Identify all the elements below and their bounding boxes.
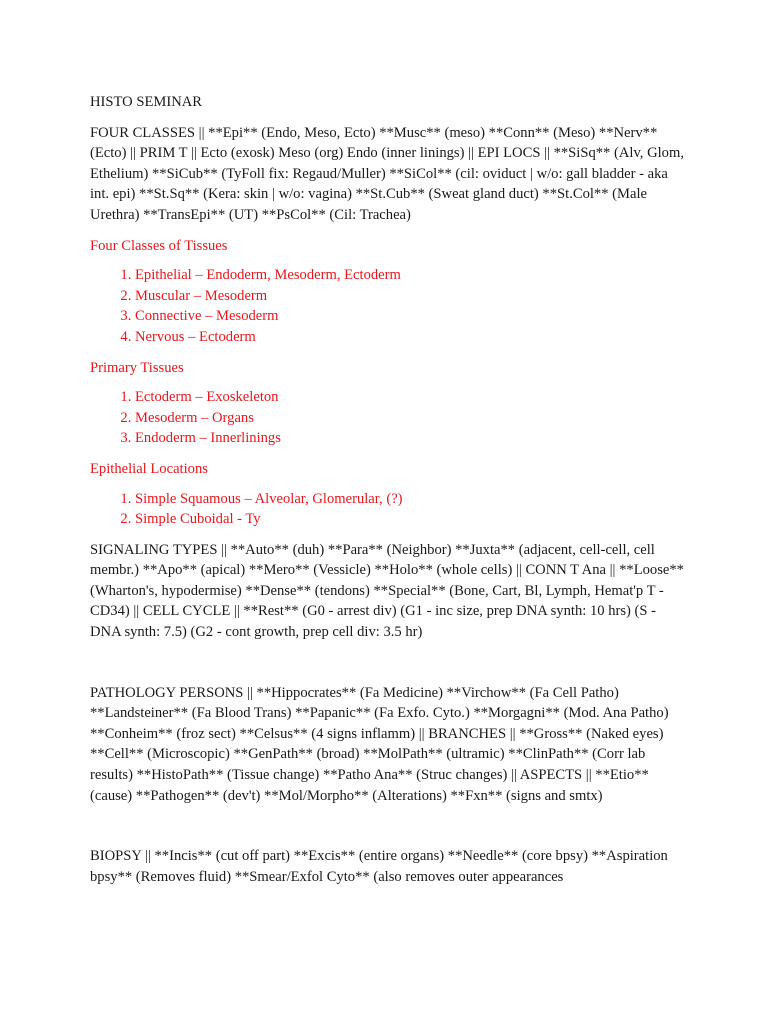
document-page <box>90 92 690 897</box>
list-item: 2. Muscular – Mesoderm <box>135 286 690 307</box>
heading-primary-tissues: Primary Tissues <box>90 359 184 376</box>
list-item: 3. Endoderm – Innerlinings <box>135 428 690 449</box>
list-epithelial-locations <box>90 489 690 530</box>
list-item: 1. Simple Squamous – Alveolar, Glomerular, (?) <box>135 489 690 510</box>
list-four-classes <box>90 265 690 347</box>
heading-epithelial-locations: Epithelial Locations <box>90 460 208 477</box>
list-item: 3. Connective – Mesoderm <box>135 306 690 327</box>
blank-line <box>90 816 690 846</box>
list-primary-tissues <box>90 387 690 449</box>
paragraph-four-classes: FOUR CLASSES || **Epi** (Endo, Meso, Ecto) **Musc** (meso) **Conn** (Meso) **Nerv** (Ecto) || PRIM T || Ecto (exosk) Meso (org) Endo (inner linings) || EPI LOCS || **SiSq** (Alv, Glom, Ethelium) **SiCub** (TyFoll fix: Regaud/Muller) **SiCol** (cil: oviduct | w/o: gall bladder - aka int. epi) **St.Sq** (Kera: skin | w/o: vagina) **St.Cub** (Sweat gland duct) **St.Col** (Male Urethra) **TransEpi** (UT) **PsCol** (Cil: Trachea) <box>90 124 684 223</box>
blank-line <box>90 653 690 683</box>
document-title: HISTO SEMINAR <box>90 94 203 110</box>
list-item: 4. Nervous – Ectoderm <box>135 327 690 348</box>
paragraph-pathology-persons: PATHOLOGY PERSONS || **Hippocrates** (Fa Medicine) **Virchow** (Fa Cell Patho) **Landsteiner** (Fa Blood Trans) **Papanic** (Fa Exfo. Cyto.) **Morgagni** (Mod. Ana Patho) **Conheim** (froz sect) **Celsus** (4 signs inflamm) || BRANCHES || **Gross** (Naked eyes) **Cell** (Microscopic) **GenPath** (broad) **MolPath** (ultramic) **ClinPath** (Corr lab results) **HistoPath** (Tissue change) **Patho Ana** (Struc changes) || ASPECTS || **Etio** (cause) **Pathogen** (dev't) **Mol/Morpho** (Alterations) **Fxn** (signs and smtx) <box>90 684 669 804</box>
paragraph-biopsy: BIOPSY || **Incis** (cut off part) **Excis** (entire organs) **Needle** (core bpsy) **Aspiration bpsy** (Removes fluid) **Smear/Exfol Cyto** (also removes outer appearances <box>90 848 668 885</box>
heading-four-classes-of-tissues: Four Classes of Tissues <box>90 237 228 254</box>
paragraph-signaling-types: SIGNALING TYPES || **Auto** (duh) **Para** (Neighbor) **Juxta** (adjacent, cell-cell, cell membr.) **Apo** (apical) **Mero** (Vessicle) **Holo** (whole cells) || CONN T Ana || **Loose** (Wharton's, hypodermise) **Dense** (tendons) **Special** (Bone, Cart, Bl, Lymph, Hemat'p T - CD34) || CELL CYCLE || **Rest** (G0 - arrest div) (G1 - inc size, prep DNA synth: 10 hrs) (S - DNA synth: 7.5) (G2 - cont growth, prep cell div: 3.5 hr) <box>90 541 684 641</box>
list-item: 2. Simple Cuboidal - Ty <box>135 509 690 530</box>
list-item: 1. Ectoderm – Exoskeleton <box>135 387 690 408</box>
list-item: 1. Epithelial – Endoderm, Mesoderm, Ectoderm <box>135 265 690 286</box>
list-item: 2. Mesoderm – Organs <box>135 408 690 429</box>
